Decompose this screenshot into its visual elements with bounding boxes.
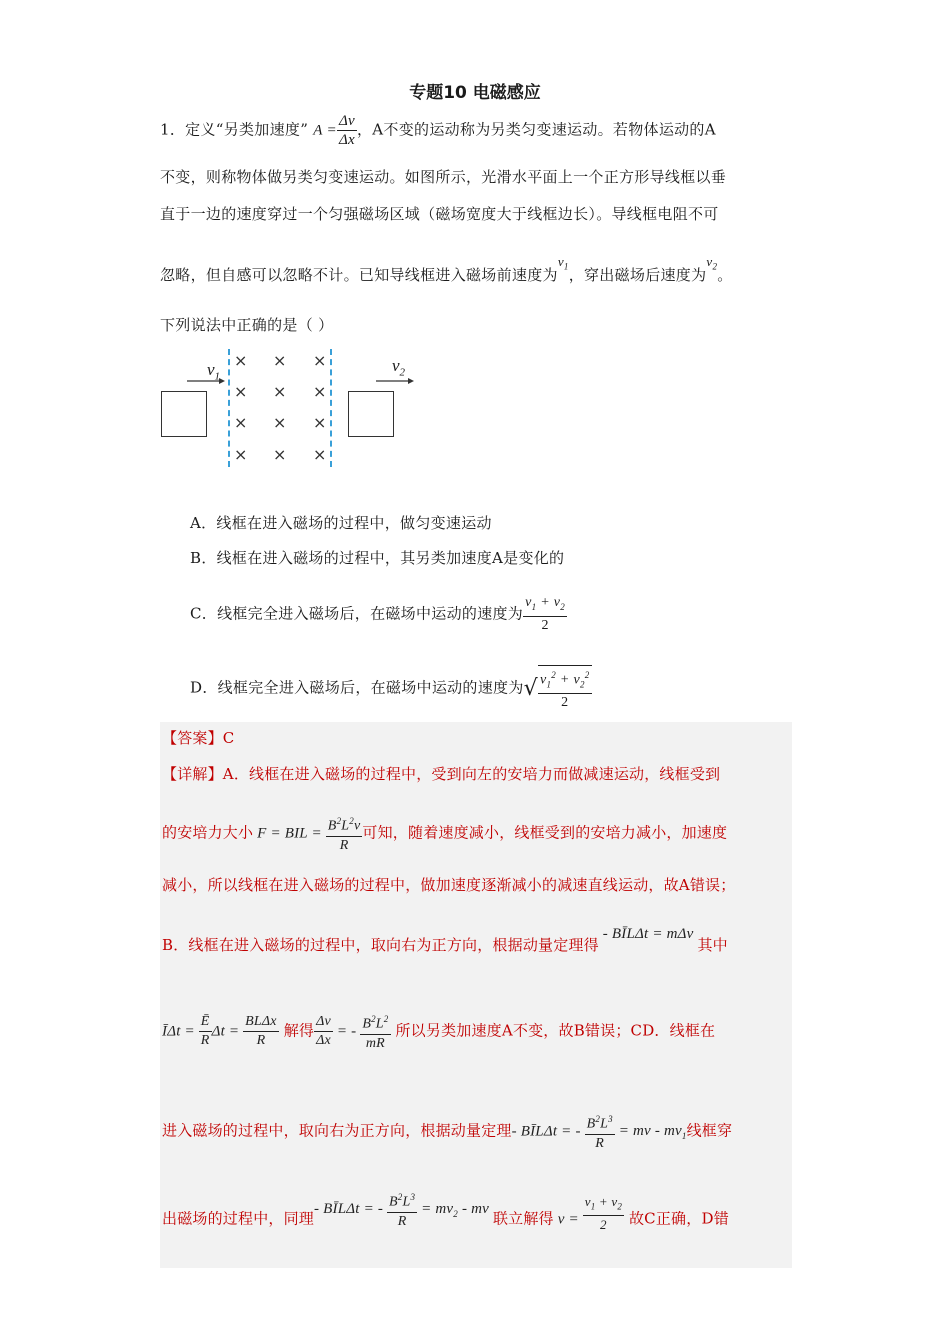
explanation-line-4: B．线框在进入磁场的过程中，取向右为正方向，根据动量定理得 - BĪLΔt = mΔv 其中 [162, 926, 728, 954]
question-line-1 [160, 112, 716, 149]
formula-dv-dx: $\frac{\Delta v}{\Delta x}$ [338, 113, 355, 148]
field-boundary-right [330, 349, 332, 467]
field-cross-icon: × [234, 351, 248, 370]
question-text: ，穿出磁场后速度为 [568, 266, 707, 284]
option-b: B．线框在进入磁场的过程中，其另类加速度A是变化的 [190, 549, 565, 567]
question-line-2: 不变，则称物体做另类匀变速运动。如图所示，光滑水平面上一个正方形导线框以垂 [160, 168, 727, 186]
question-text: ，A不变的运动称为另类匀变速运动。若物体运动的A [357, 120, 716, 139]
explanation-line-2: 的安培力大小 F = BIL = $\frac{B^2L^2v}{R}$ 可知，随着速度减小，线框受到的安培力减小，加速度 [162, 812, 727, 855]
answer-box [160, 722, 792, 1268]
question-text: 忽略，但自感可以忽略不计。已知导线框进入磁场前速度为 [160, 266, 558, 284]
field-cross-icon: × [313, 382, 327, 401]
option-d-text: D．线框完全进入磁场后，在磁场中运动的速度为 [190, 678, 524, 697]
wire-frame-before [161, 391, 207, 437]
field-cross-icon: × [313, 413, 327, 432]
explanation-line-1: 【详解】A．线框在进入磁场的过程中，受到向左的安培力而做减速运动，线框受到 [162, 765, 721, 783]
question-line-3: 直于一边的速度穿过一个匀强磁场区域（磁场宽度大于线框边长）。导线框电阻不可 [160, 205, 719, 223]
formula-a-def: A = [313, 122, 337, 139]
field-cross-icon: × [273, 382, 287, 401]
question-line-4: 忽略，但自感可以忽略不计。已知导线框进入磁场前速度为$v_1$，穿出磁场后速度为$v_2$。 [160, 254, 733, 284]
answer-label: 【答案】C [162, 729, 235, 747]
option-c [190, 594, 567, 635]
field-cross-icon: × [234, 413, 248, 432]
question-text: 1．定义“另类加速度” [160, 120, 309, 139]
field-cross-icon: × [313, 351, 327, 370]
field-boundary-left [228, 349, 230, 467]
field-cross-icon: × [273, 413, 287, 432]
explanation-line-7: 出磁场的过程中，同理- BĪLΔt = - $\frac{B^2L^3}{R}$ = $mv_2$ - mv 联立解得 v = $\frac{v_1 + v_2}{2}$ 故C正确，D错 [162, 1198, 729, 1241]
option-c-text: C．线框完全进入磁场后，在磁场中运动的速度为 [190, 604, 524, 623]
label-v2: $v_2$ [392, 356, 406, 379]
option-d: D．线框完全进入磁场后，在磁场中运动的速度为√ $\frac{v_1^2 + v_2^2}{2}$ [190, 665, 592, 712]
field-cross-icon: × [234, 445, 248, 464]
field-cross-icon: × [313, 445, 327, 464]
explanation-line-3: 减小，所以线框在进入磁场的过程中，做加速度逐渐减小的减速直线运动，故A错误； [162, 876, 736, 894]
question-text: 。 [717, 266, 733, 284]
field-cross-icon: × [273, 445, 287, 464]
question-line-5: 下列说法中正确的是（ ） [160, 316, 334, 334]
explanation-line-5: ĪΔt = $\frac{Ē}{R}$ Δt = $\frac{\text{BLΔx}}{R}$ 解得 $\frac{\Delta v}{\Delta x}$ = - $\frac{B^2L^2}{mR}$ 所以另类加速度A不变，故B错误；CD．线框在 [162, 1010, 715, 1053]
formula-v-rms: $\frac{v_1^2 + v_2^2}{2}$ [538, 665, 592, 712]
option-a: A．线框在进入磁场的过程中，做匀变速运动 [190, 514, 492, 532]
field-cross-icon: × [273, 351, 287, 370]
label-v1: $v_1$ [207, 360, 221, 383]
formula-v-avg: $\frac{v_1 + v_2}{2}$ [525, 595, 566, 633]
wire-frame-after [348, 391, 394, 437]
explanation-line-6: 进入磁场的过程中，取向右为正方向，根据动量定理- BĪLΔt = - $\frac{B^2L^3}{R}$ = mv - $mv_1$线框穿 [162, 1110, 732, 1153]
field-cross-icon: × [234, 382, 248, 401]
page-title: 专题10 电磁感应 [409, 83, 541, 103]
